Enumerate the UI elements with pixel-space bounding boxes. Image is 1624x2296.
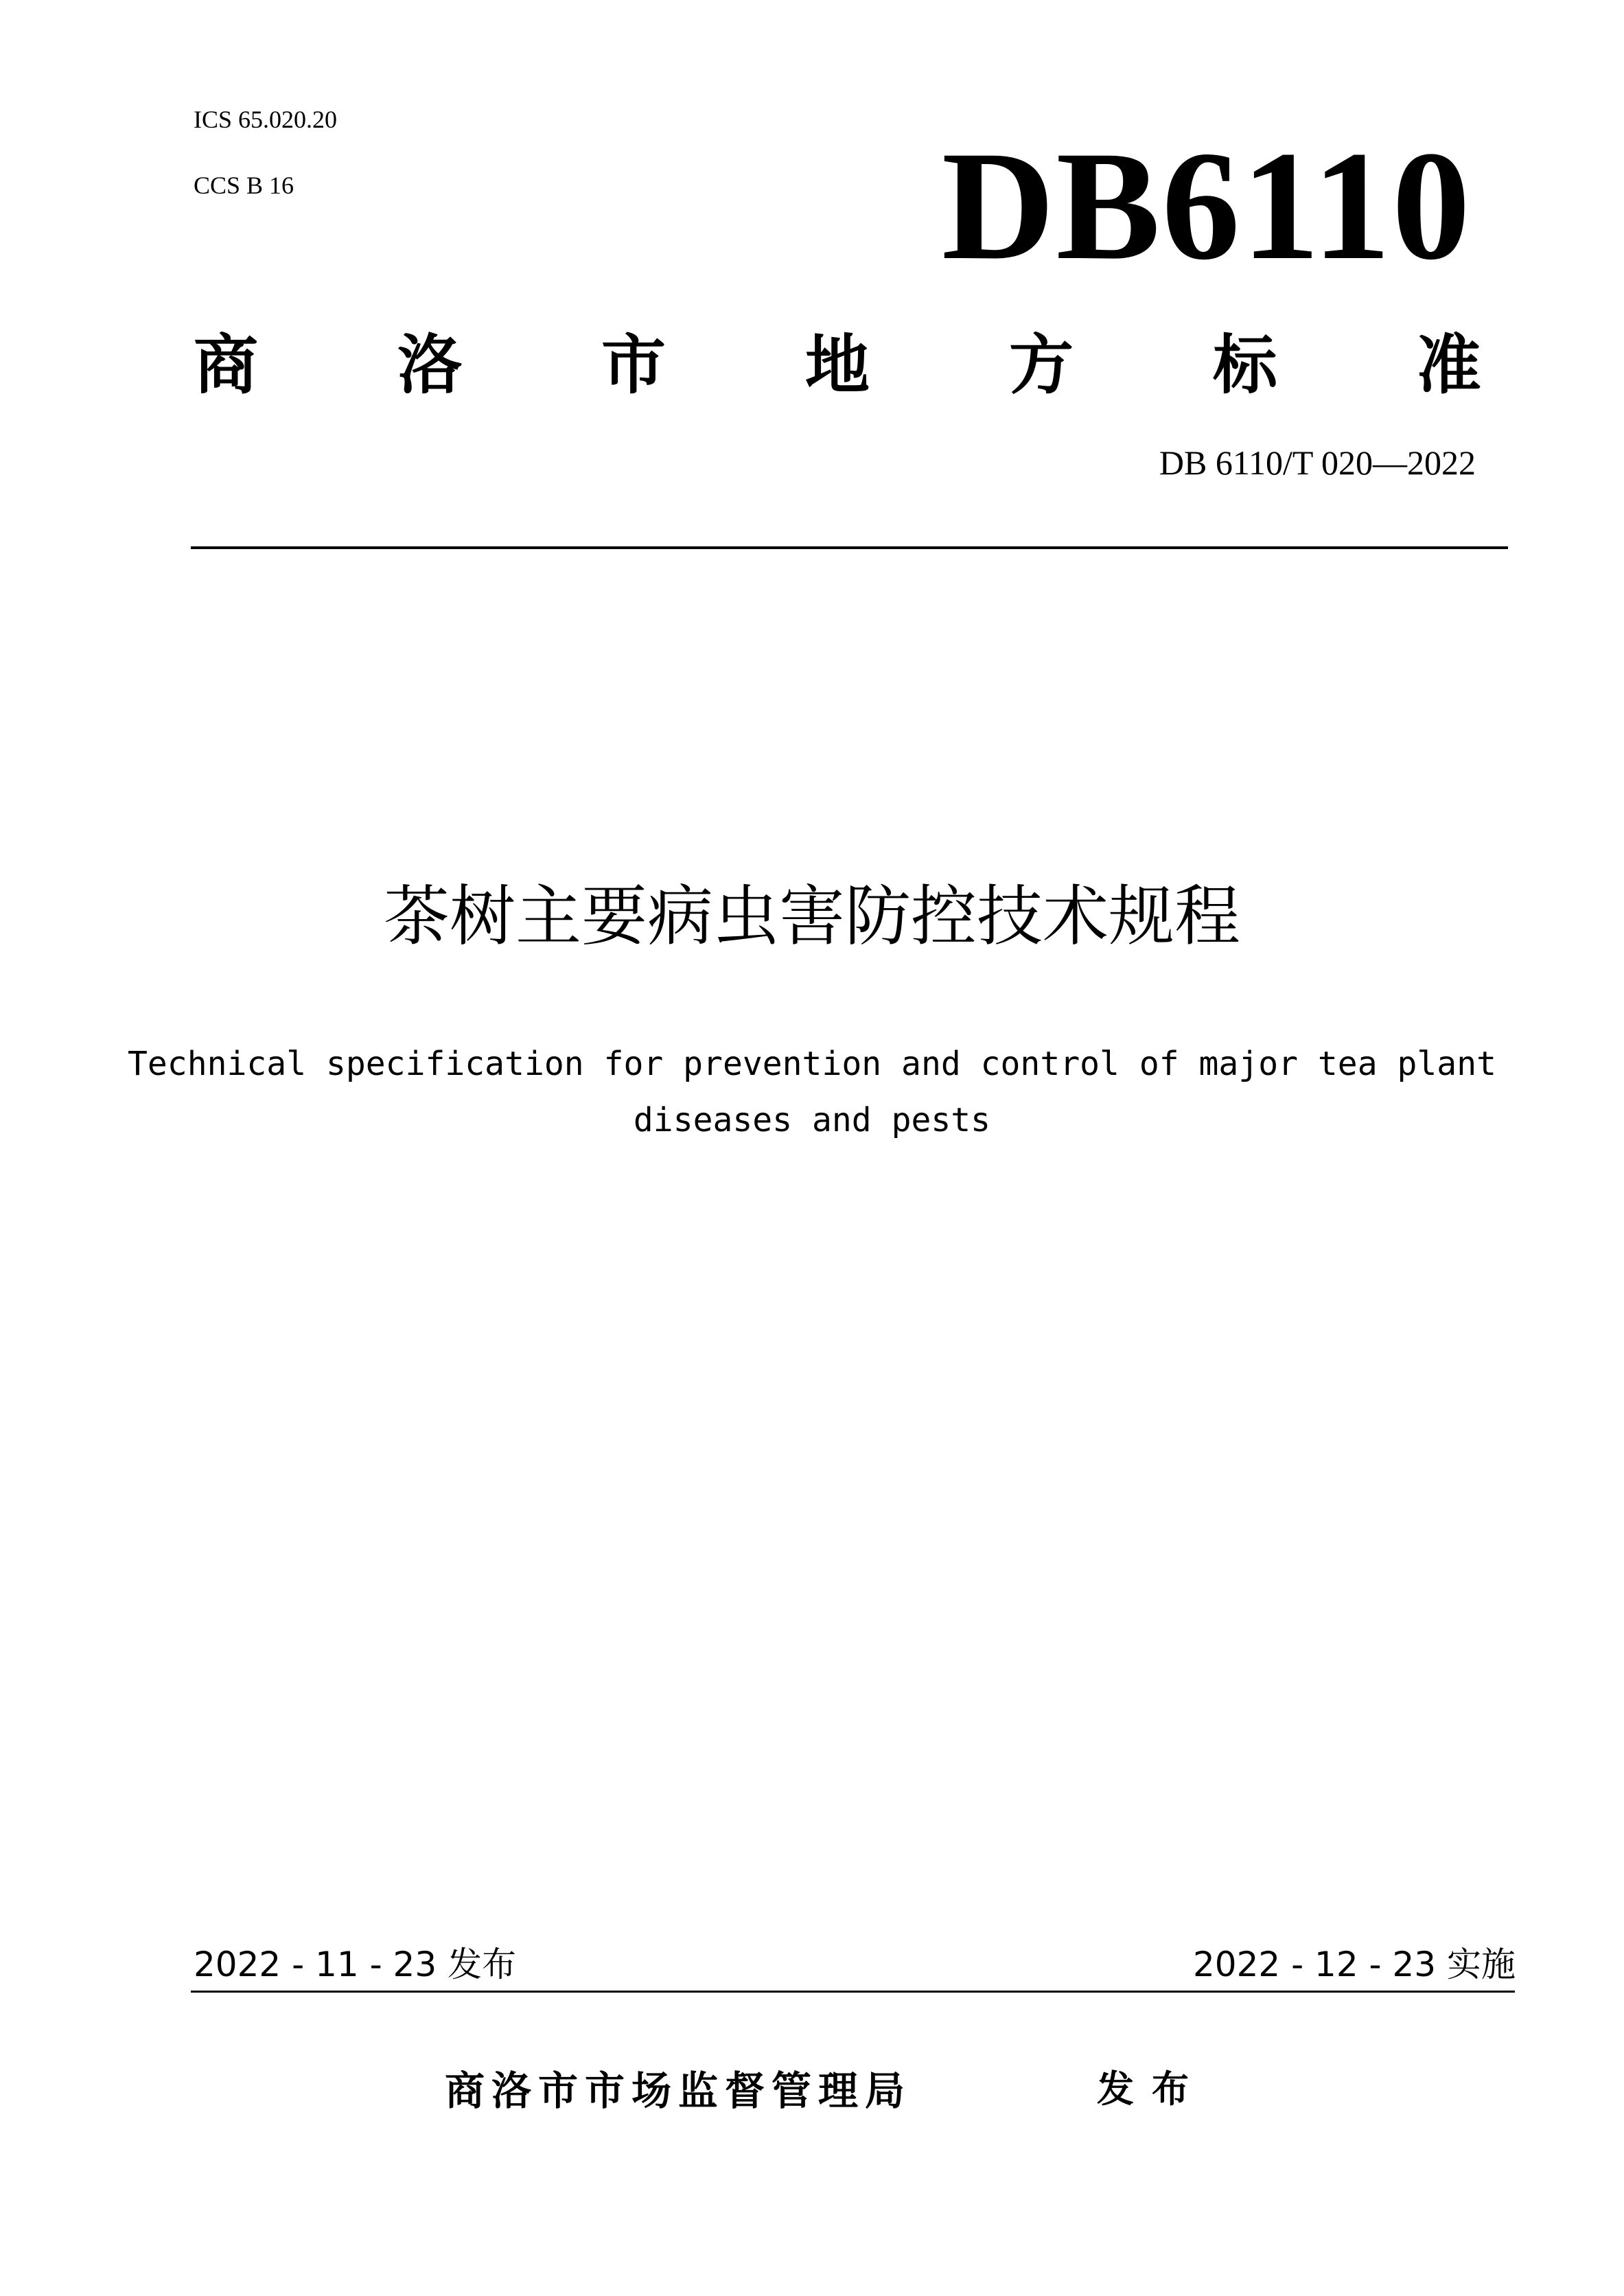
standard-type-char: 方 — [1008, 327, 1074, 403]
publish-label: 发布 — [1097, 2067, 1207, 2111]
implementation-date: 2022 - 12 - 23 实施 — [1192, 1945, 1516, 1984]
title-english-line1: Technical specification for prevention and control of major tea plant — [128, 1045, 1496, 1083]
standard-code-logo: DB6110 — [941, 119, 1472, 292]
standard-type-char: 地 — [804, 327, 870, 403]
header-divider — [191, 546, 1508, 549]
standard-type-char: 标 — [1212, 327, 1277, 403]
standard-number: DB 6110/T 020—2022 — [1159, 443, 1476, 482]
footer-divider — [191, 1991, 1515, 1993]
standard-type-char: 市 — [601, 327, 666, 403]
issue-date: 2022 - 11 - 23 发布 — [194, 1945, 517, 1984]
standard-type-char: 商 — [194, 327, 259, 403]
title-english-line2: diseases and pests — [633, 1101, 991, 1139]
ics-code: ICS 65.020.20 — [194, 106, 338, 133]
standard-type — [194, 314, 1481, 404]
ccs-code: CCS B 16 — [194, 172, 294, 199]
standard-type-char: 准 — [1416, 327, 1481, 403]
title-chinese: 茶树主要病虫害防控技术规程 — [384, 878, 1240, 955]
standard-type-char: 洛 — [397, 327, 462, 403]
publisher-name: 商洛市市场监督管理局 — [445, 2067, 912, 2114]
